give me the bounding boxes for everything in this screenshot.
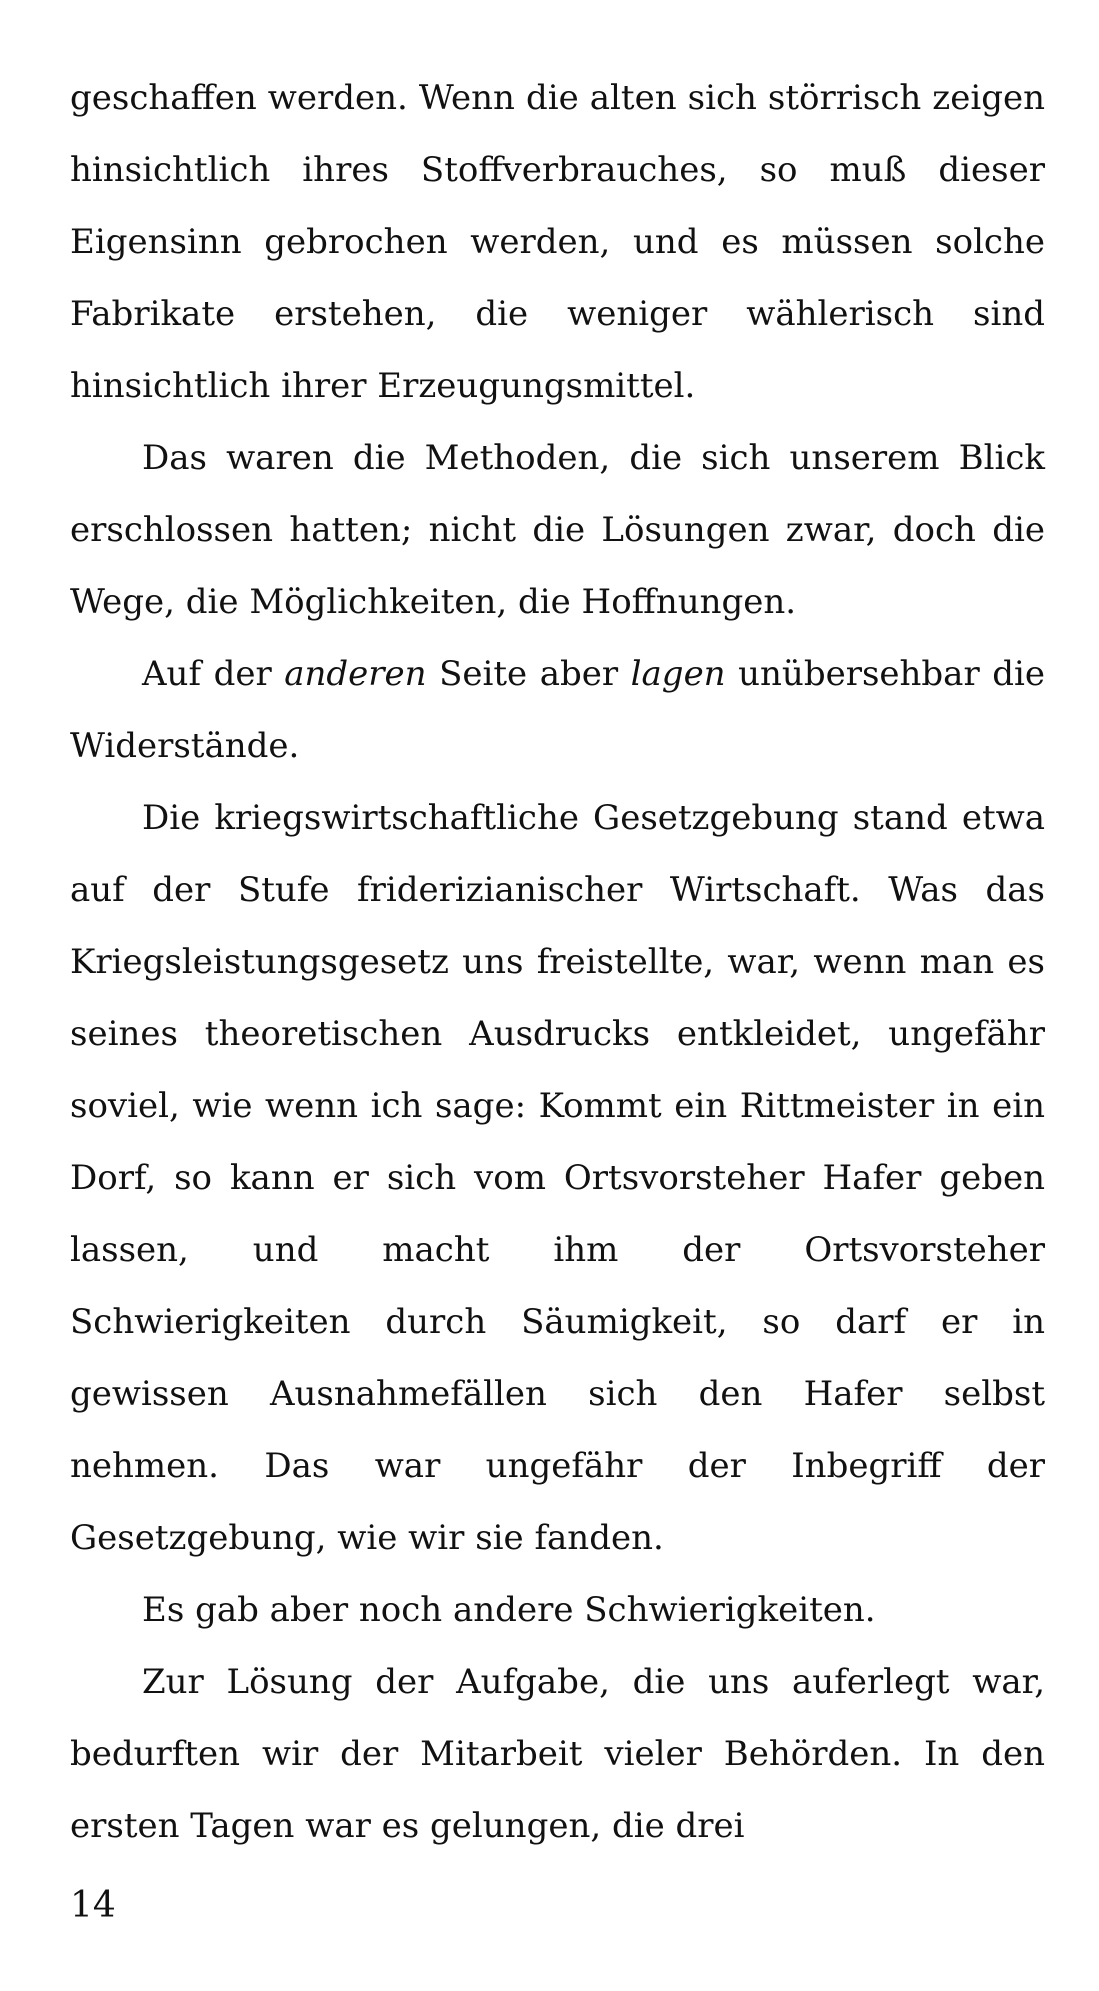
paragraph-4 [70, 782, 1045, 1574]
text-run: geschaffen werden. Wenn die alten sich störrisch zeigen hinsichtlich ihres Stoffverbrauches, so muß dieser Eigensinn gebrochen werden, und es müssen solche Fabrikate erstehen, die weniger wählerisch sind hinsichtlich ihrer Erzeugungsmittel. [70, 78, 1045, 406]
paragraph-6 [70, 1646, 1045, 1862]
paragraph-3 [70, 638, 1045, 782]
text-run: Zur Lösung der Aufgabe, die uns auferlegt war, bedurften wir der Mitarbeit vieler Behörden. In den ersten Tagen war es gelungen, die drei [70, 1662, 1045, 1846]
text-run: Es gab aber noch andere Schwierigkeiten. [142, 1590, 876, 1630]
emphasized-text: anderen [284, 654, 427, 694]
paragraph-5 [70, 1574, 1045, 1646]
text-run: Das waren die Methoden, die sich unserem Blick erschlossen hatten; nicht die Lösungen zwar, doch die Wege, die Möglichkeiten, die Hoffnungen. [70, 438, 1045, 622]
text-run: Auf der [142, 654, 285, 694]
text-run: Die kriegswirtschaftliche Gesetzgebung stand etwa auf der Stufe friderizianischer Wirtschaft. Was das Kriegsleistungsgesetz uns freistellte, war, wenn man es seines theoretischen Ausdrucks entkleidet, ungefähr soviel, wie wenn ich sage: Kommt ein Rittmeister in ein Dorf, so kann er sich vom Ortsvorsteher Hafer geben lassen, und macht ihm der Ortsvorsteher Schwierigkeiten durch Säumigkeit, so darf er in gewissen Ausnahmefällen sich den Hafer selbst nehmen. Das war ungefähr der Inbegriff der Gesetzgebung, wie wir sie fanden. [70, 798, 1045, 1558]
text-run: unübersehbar die Widerstände. [70, 654, 1046, 766]
page-number: 14 [70, 1885, 116, 1926]
text-run: Seite aber [426, 654, 631, 694]
body-text [70, 62, 1045, 1862]
book-page [70, 62, 1045, 1942]
paragraph-2 [70, 422, 1045, 638]
emphasized-text: lagen [630, 654, 726, 694]
paragraph-1 [70, 62, 1045, 422]
